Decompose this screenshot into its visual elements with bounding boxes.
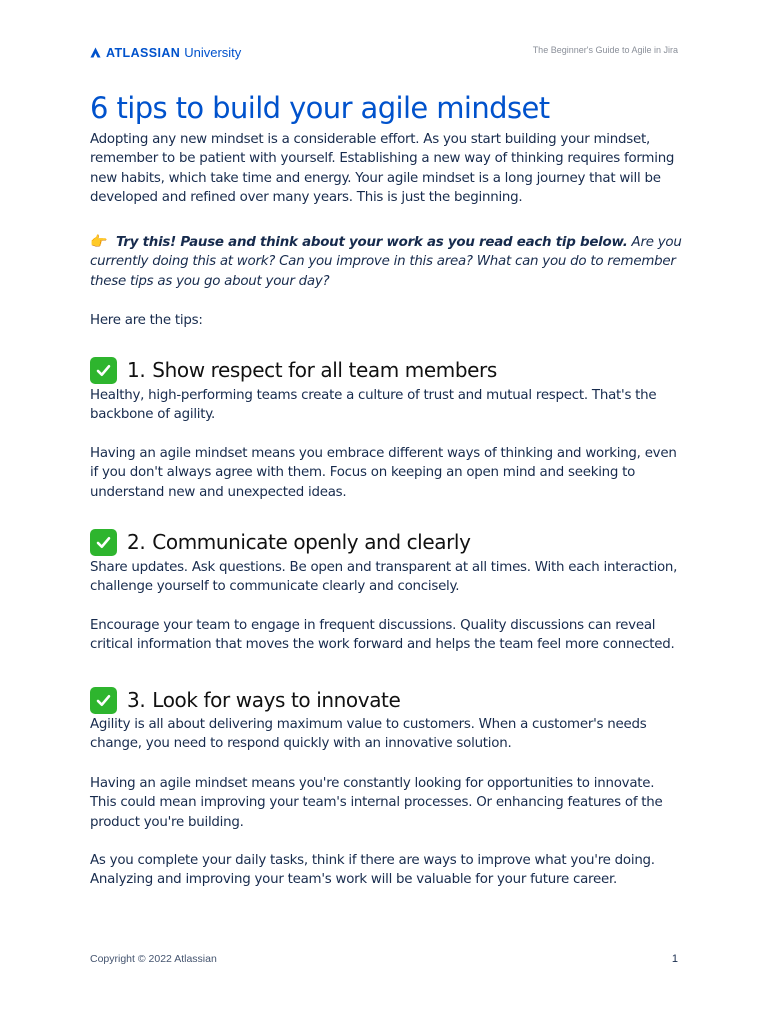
page-header	[90, 44, 678, 64]
document-page	[90, 0, 682, 1024]
tip-2-title: Communicate openly and clearly	[152, 530, 471, 554]
tip-3-paragraph-1: Agility is all about delivering maximum value to customers. When a customer's needs change, you need to respond quickly with an innovative solution.	[90, 717, 647, 752]
copyright-notice: Copyright © 2022 Atlassian	[90, 953, 217, 965]
tip-2-paragraph-1: Share updates. Ask questions. Be open and transparent at all times. With each interaction, challenge yourself to communicate clearly and concisely.	[90, 560, 678, 595]
try-this-callout	[90, 233, 682, 291]
tip-1-paragraph-1: Healthy, high-performing teams create a culture of trust and mutual respect. That's the backbone of agility.	[90, 388, 657, 423]
guide-title: The Beginner's Guide to Agile in Jira	[532, 45, 678, 55]
tips-intro: Here are the tips:	[90, 313, 203, 328]
check-mark-icon	[90, 357, 117, 384]
brand-name: ATLASSIAN	[106, 45, 181, 60]
try-this-bold: Try this! Pause and think about your work as you read each tip below.	[116, 235, 628, 250]
tip-2-paragraph-2: Encourage your team to engage in frequent discussions. Quality discussions can reveal critical information that moves the work forward and helps the team feel more connected.	[90, 618, 675, 653]
intro-paragraph: Adopting any new mindset is a considerable effort. As you start building your mindset, remember to be patient with yourself. Establishing a new way of thinking requires forming new habits, which take time and energy. Your agile mindset is a long journey that will be developed and refined over many years. This is just the beginning.	[90, 132, 675, 206]
page-title: 6 tips to build your agile mindset	[90, 91, 550, 125]
check-mark-icon	[90, 529, 117, 556]
tip-3-number: 3.	[127, 688, 146, 712]
tip-1-number: 1.	[127, 358, 146, 382]
atlassian-university-logo	[90, 45, 241, 60]
atlassian-logo-icon	[90, 47, 101, 58]
check-mark-icon	[90, 687, 117, 714]
tip-1-paragraph-2: Having an agile mindset means you embrace different ways of thinking and working, even if you don't always agree with them. Focus on keeping an open mind and seeking to understand new and unexpected ideas.	[90, 446, 677, 500]
tip-1-title: Show respect for all team members	[152, 358, 497, 382]
page-number: 1	[671, 953, 678, 965]
tip-3-paragraph-3: As you complete your daily tasks, think if there are ways to improve what you're doing. Analyzing and improving your team's work will be valuable for your future career.	[90, 853, 655, 888]
tip-3-title: Look for ways to innovate	[152, 688, 401, 712]
try-this-text: Are you currently doing this at work? Can you improve in this area? What can you do to remember these tips as you go about your day?	[90, 235, 682, 289]
pointing-hand-icon: 👉	[90, 234, 108, 250]
tip-3-paragraph-2: Having an agile mindset means you're constantly looking for opportunities to innovate. This could mean improving your team's internal processes. Or enhancing features of the product you're building.	[90, 776, 663, 830]
tip-2-heading	[90, 528, 471, 556]
tip-1-heading	[90, 356, 497, 384]
product-name: University	[184, 45, 242, 60]
tip-2-number: 2.	[127, 530, 146, 554]
tip-3-heading	[90, 686, 400, 714]
